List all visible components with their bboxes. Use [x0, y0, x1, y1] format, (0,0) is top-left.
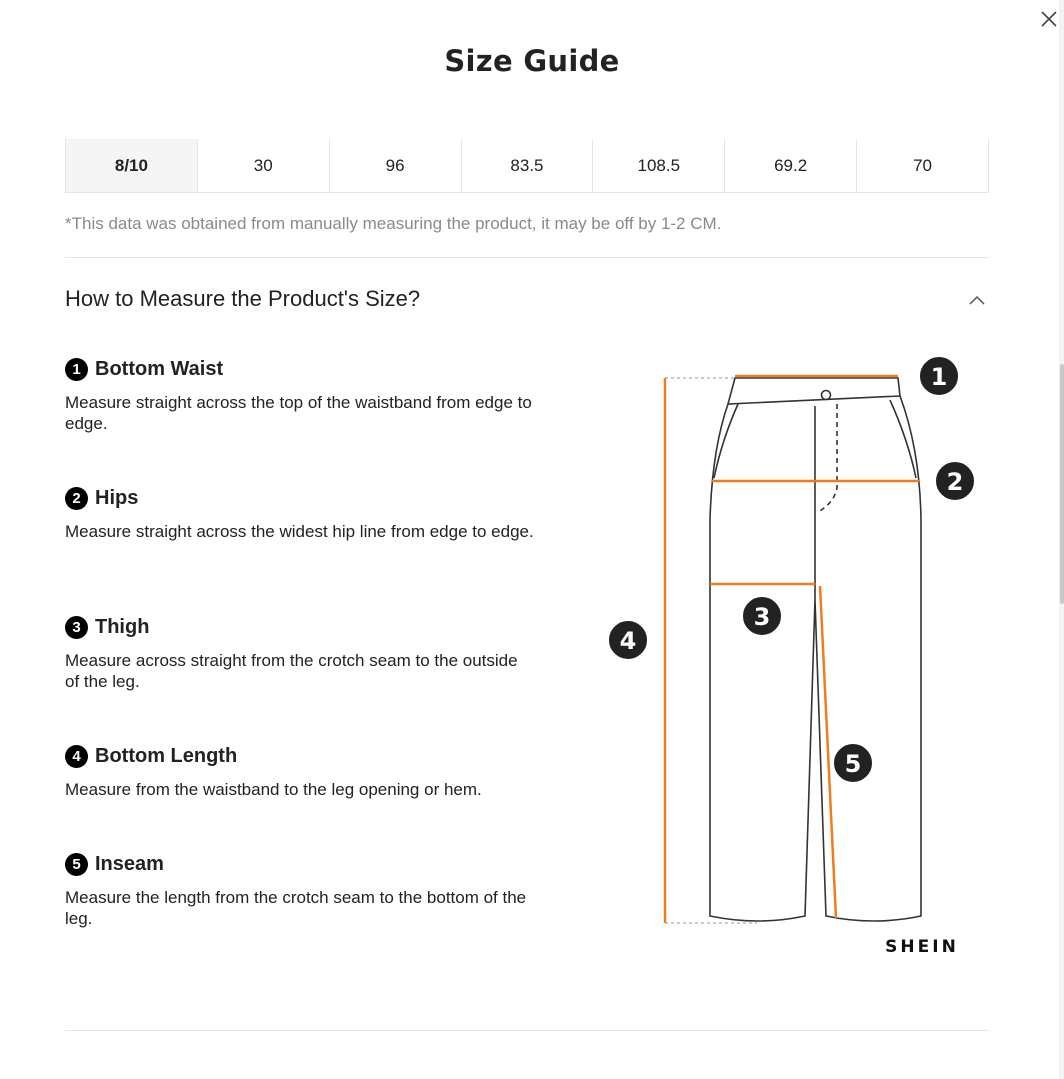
diagram-marker-2: [935, 461, 975, 501]
number-badge: 1: [65, 358, 88, 381]
table-cell: 108.5: [593, 139, 725, 193]
marker-label: 1: [930, 363, 948, 391]
marker-label: 3: [753, 603, 771, 631]
measure-item-header: [65, 616, 535, 639]
number-badge: 5: [65, 853, 88, 876]
number-badge: 2: [65, 487, 88, 510]
table-cell: 70: [857, 139, 989, 193]
scrollbar-thumb[interactable]: [1060, 364, 1064, 604]
table-cell: 83.5: [461, 139, 593, 193]
measure-item-desc: Measure straight across the widest hip line from edge to edge.: [65, 522, 534, 541]
pants-diagram: [600, 350, 980, 970]
measure-item-desc: Measure across straight from the crotch seam to the outside of the leg.: [65, 651, 518, 691]
table-cell: 69.2: [725, 139, 857, 193]
size-table: [65, 139, 989, 193]
measure-item-header: [65, 853, 535, 876]
table-row: [66, 139, 989, 193]
number-badge: 3: [65, 616, 88, 639]
measure-item-title: Bottom Length: [95, 745, 238, 767]
measure-item-desc: Measure straight across the top of the waistband from edge to edge.: [65, 393, 532, 433]
measurement-note: *This data was obtained from manually measuring the product, it may be off by 1-2 CM.: [65, 214, 722, 233]
marker-label: 2: [946, 468, 964, 496]
measure-item-bottom-length: [65, 745, 535, 800]
marker-label: 4: [619, 627, 637, 655]
divider: [65, 257, 989, 258]
diagram-marker-1: [919, 356, 959, 396]
measurement-lines: [665, 376, 919, 923]
how-to-measure-heading[interactable]: How to Measure the Product's Size?: [65, 286, 421, 311]
measure-item-title: Bottom Waist: [95, 358, 224, 380]
modal-title: Size Guide: [444, 44, 620, 78]
size-label-cell: 8/10: [66, 139, 198, 193]
table-cell: 30: [197, 139, 329, 193]
measure-item-header: [65, 358, 535, 381]
number-badge: 4: [65, 745, 88, 768]
measure-item-bottom-waist: [65, 358, 535, 434]
diagram-marker-4: [608, 620, 648, 660]
chevron-up-icon[interactable]: [966, 292, 988, 308]
measure-item-title: Thigh: [95, 616, 150, 638]
measure-item-hips: [65, 487, 535, 542]
diagram-marker-5: [833, 743, 873, 783]
diagram-marker-3: [742, 596, 782, 636]
measure-item-inseam: [65, 853, 535, 929]
table-cell: 96: [329, 139, 461, 193]
measure-item-desc: Measure the length from the crotch seam to the bottom of the leg.: [65, 888, 527, 928]
measure-item-desc: Measure from the waistband to the leg opening or hem.: [65, 780, 482, 799]
measure-item-header: [65, 745, 535, 768]
divider: [65, 1030, 989, 1031]
measure-item-header: [65, 487, 535, 510]
pants-outline: [710, 378, 921, 921]
measure-item-title: Inseam: [95, 853, 164, 875]
marker-label: 5: [844, 750, 862, 778]
collapse-toggle[interactable]: [966, 292, 988, 308]
brand-logo: SHEIN: [885, 937, 959, 957]
measure-item-title: Hips: [95, 487, 139, 509]
measure-item-thigh: [65, 616, 535, 692]
